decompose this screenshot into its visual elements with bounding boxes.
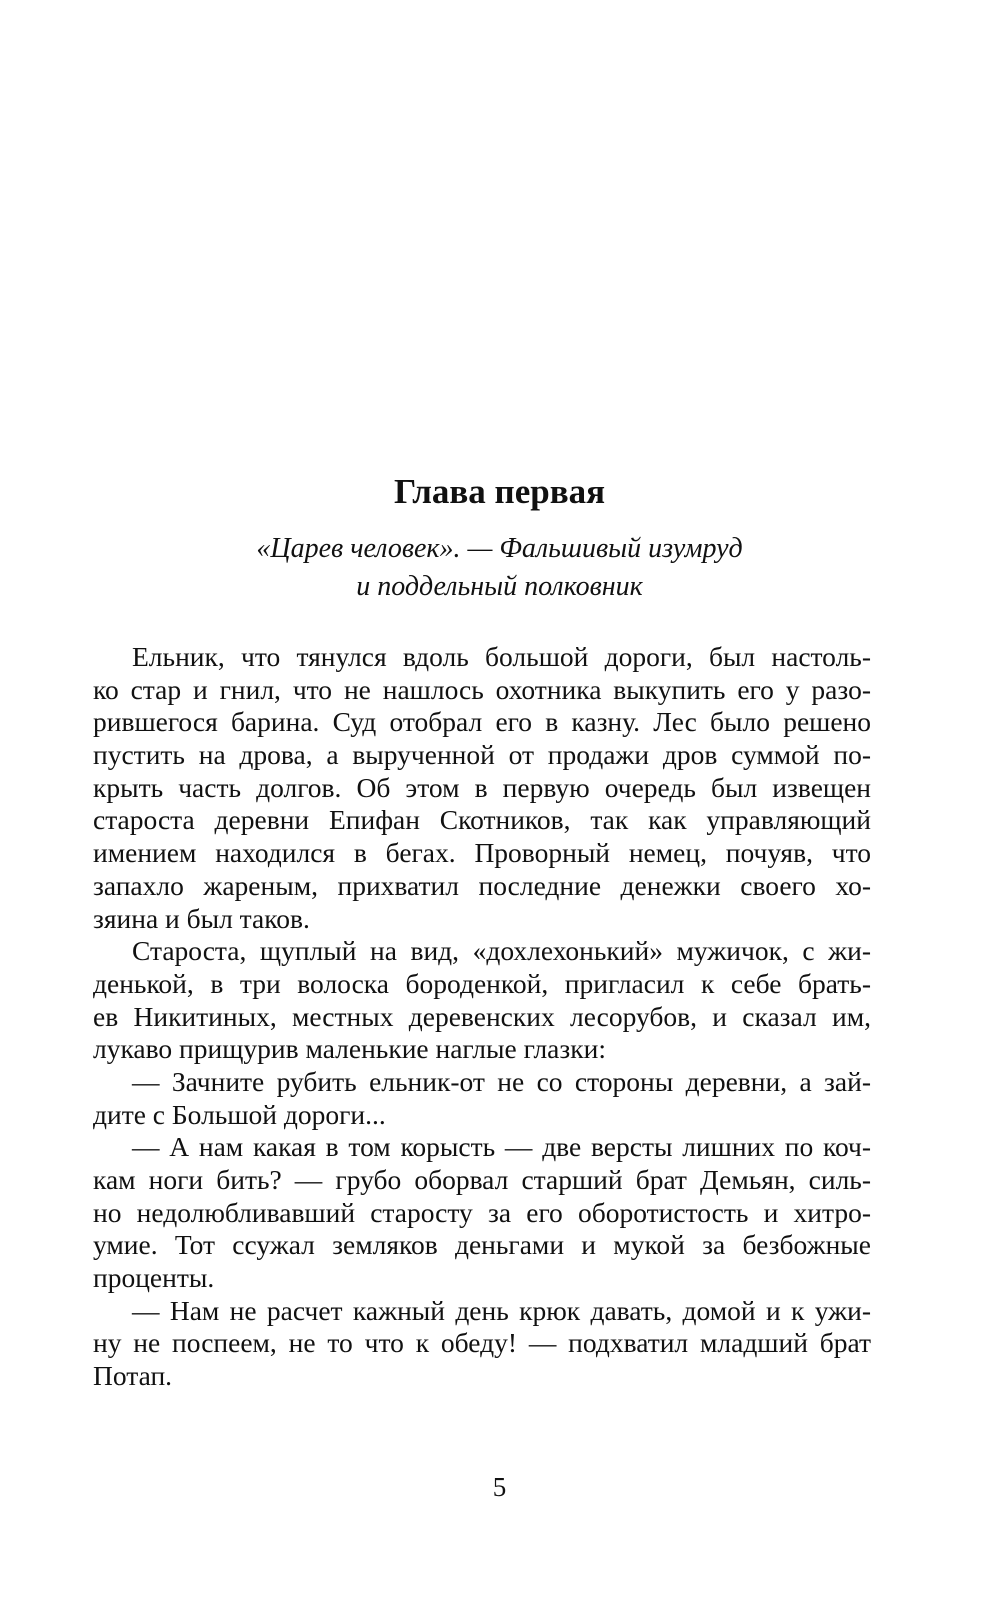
text-line: ко стар и гнил, что не нашлось охотника выкупить его у разо- [93,673,871,705]
text-line: крыть часть долгов. Об этом в первую очередь был извещен [93,771,871,803]
text-line: — Нам не расчет кажный день крюк давать, домой и к ужи- [132,1294,871,1326]
text-line: проценты. [93,1262,215,1294]
text-line: рившегося барина. Суд отобрал его в казну. Лес было решено [93,706,871,738]
text-line: кам ноги бить? — грубо оборвал старший брат Демьян, силь- [93,1164,871,1195]
text-line: лукаво прищурив маленькие наглые глазки: [93,1033,606,1065]
text-line: зяина и был таков. [93,902,310,934]
text-line: пустить на дрова, а вырученной от продажи дров суммой по- [93,739,871,771]
text-line: — А нам какая в том корысть — две версты лишних по коч- [132,1131,871,1163]
text-line: имением находился в бегах. Проворный немец, почуяв, что [93,837,871,869]
chapter-subtitle-line: «Царев человек». — Фальшивый изумруд [256,533,743,564]
text-line: умие. Тот ссужал земляков деньгами и мукой за безбожные [93,1229,871,1261]
text-line: ев Никитиных, местных деревенских лесорубов, и сказал им, [93,1000,871,1032]
text-line: Староста, щуплый на вид, «дохлехонький» мужичок, с жи- [132,935,871,967]
chapter-subtitle [0,530,999,606]
text-line: староста деревни Епифан Скотников, так как управляющий [93,804,871,836]
text-line: Ельник, что тянулся вдоль большой дороги, был настоль- [132,641,871,672]
chapter-title: Глава первая [393,472,606,511]
text-line: запахло жареным, прихватил последние денежки своего хо- [93,869,871,901]
body-text [93,641,871,1393]
text-line: дите с Большой дороги... [93,1098,386,1130]
chapter-subtitle-line: и поддельный полковник [356,571,643,602]
text-line: Потап. [93,1360,173,1392]
text-line: ну не поспеем, не то что к обеду! — подхватил младший брат [93,1327,871,1359]
text-line: — Зачните рубить ельник-от не со стороны деревни, а зай- [132,1065,871,1097]
page-number: 5 [492,1472,507,1502]
text-line: но недолюбливавший старосту за его оборотистость и хитро- [93,1196,871,1228]
text-line: денькой, в три волоска бороденкой, пригласил к себе брать- [93,967,871,999]
